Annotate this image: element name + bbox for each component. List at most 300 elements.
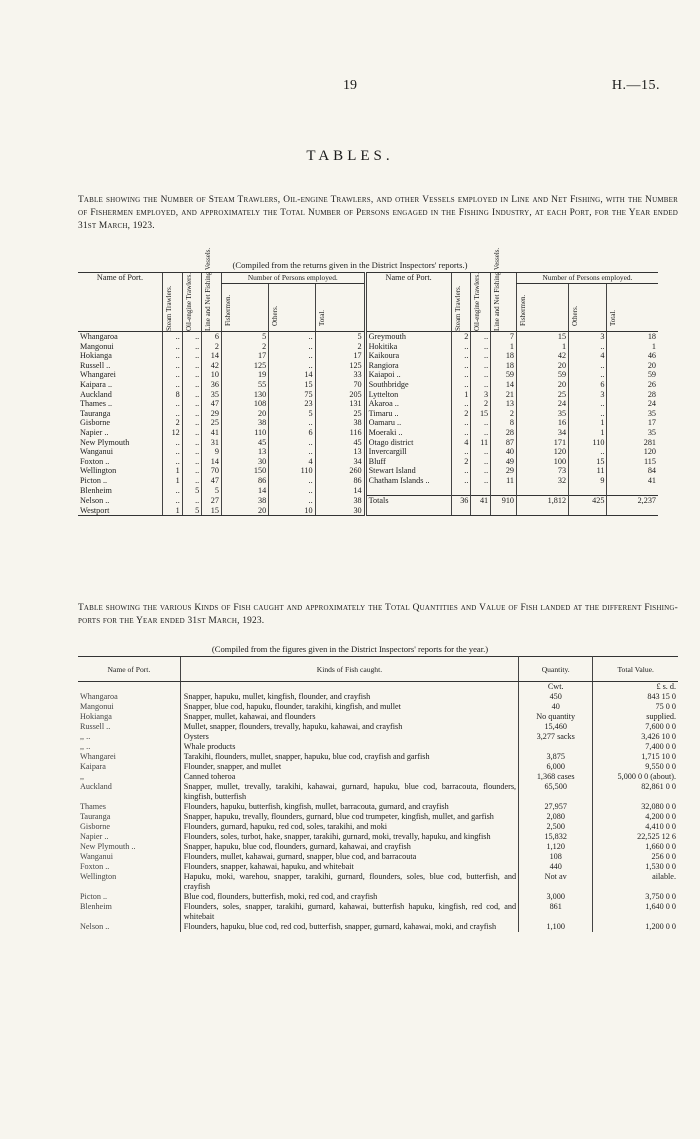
cell-line: 35 [202,390,222,400]
fish-kinds: Flounders, snapper, kahawai, hapuku, and whitebait [180,862,518,872]
cell-line: 21 [491,390,517,400]
cell-total: 25 [315,409,365,419]
cell-others: 3 [569,332,607,342]
fish-kinds: Canned toheroa [180,772,518,782]
quantity-cell: 27,957 [519,802,593,812]
cell-line: 18 [491,351,517,361]
cell-fish: 20 [517,361,569,371]
cell-line: 2 [202,342,222,352]
cell-steam: 2 [451,332,471,342]
cell-oil: .. [471,332,491,342]
fish-kinds: Snapper, hapuku, blue cod, flounders, gurnard, kahawai, and crayfish [180,842,518,852]
cell-fish: 13 [221,447,268,457]
quantity-cell: 3,277 sacks [519,732,593,742]
fish-kinds: Flounders, gurnard, hapuku, red cod, soles, tarakihi, and moki [180,822,518,832]
cell-fish: 59 [517,370,569,380]
col-fishermen: Fishermen. [223,294,232,327]
cell-steam: 1 [163,466,183,476]
value-cell: 5,000 0 0 (about). [617,772,676,781]
port-name [365,486,451,496]
cell-oil: .. [182,380,201,390]
cell-steam: .. [163,380,183,390]
cell-oil: .. [471,380,491,390]
cell-fish: 17 [221,351,268,361]
document-reference: H.—15. [611,78,660,93]
table-row [78,762,678,772]
quantity-cell: Not av [519,872,593,892]
value-cell: 9,550 0 0 [645,762,676,771]
cell-oil: .. [182,351,201,361]
quantity-cell: 2,080 [519,812,593,822]
cell-fish: 110 [221,428,268,438]
cell-total: 281 [607,438,658,448]
cell-others: 3 [569,390,607,400]
page-number: 19 [343,78,357,93]
cell-oil: 11 [471,438,491,448]
port-name: Akaroa .. [365,399,451,409]
cell-steam: .. [451,399,471,409]
port-name: Thames .. [80,399,113,409]
cell-oil: .. [182,466,201,476]
cell-line: 41 [202,428,222,438]
cell-fish: 45 [221,438,268,448]
cell-line: 36 [202,380,222,390]
cell-others: .. [569,370,607,380]
cell-others: .. [569,361,607,371]
port-name: Oamaru .. [365,418,451,428]
cell-oil: .. [471,351,491,361]
col-port-name: Name of Port. [78,657,180,682]
cell-steam: 12 [163,428,183,438]
table-row [78,418,658,428]
cell-total: 17 [315,351,365,361]
cell-fish: 20 [221,409,268,419]
table-row [78,476,658,486]
cell-steam: .. [451,428,471,438]
fish-kinds: Flounders, hapuku, butterfish, kingfish, mullet, barracouta, gurnard, and crayfish [180,802,518,812]
port-name: Wanganui [80,852,113,861]
cell-steam: .. [451,447,471,457]
cell-line: 29 [491,466,517,476]
port-name: ,, .. [80,742,91,751]
unit-cwt: Cwt. [519,682,593,693]
cell-fish: 130 [221,390,268,400]
cell-oil: .. [182,370,201,380]
cell-others: .. [269,342,315,352]
quantity-cell: 40 [519,702,593,712]
col-persons: Number of Persons employed. [221,273,365,284]
value-cell: 4,410 0 0 [645,822,676,831]
cell-total: 70 [315,380,365,390]
quantity-cell: 65,500 [519,782,593,802]
cell-line [491,486,517,496]
col-port: Name of Port. [78,273,163,332]
cell-others: 11 [569,466,607,476]
port-name: Lyttelton [365,390,451,400]
cell-fish: 108 [221,399,268,409]
cell-oil: .. [182,447,201,457]
value-cell: 1,640 0 0 [645,902,676,911]
cell-total: 260 [315,466,365,476]
value-cell: 32,080 0 0 [641,802,676,811]
col-persons-2: Number of Persons employed. [517,273,659,284]
value-cell: 1,660 0 0 [645,842,676,851]
port-name: Whangarei [80,752,116,761]
fish-kinds: Snapper, mullet, kahawai, and flounders [180,712,518,722]
port-name: Kaikoura [365,351,451,361]
value-cell: 1,200 0 0 [645,922,676,931]
value-cell: ailable. [652,872,676,881]
col-kinds: Kinds of Fish caught. [180,657,518,682]
cell-line: 11 [491,476,517,486]
port-name: ,, .. [80,732,91,741]
value-cell: 843 15 0 [647,692,676,701]
cell-fish: 125 [221,361,268,371]
table-row [78,506,658,516]
port-name: Auckland [80,389,112,399]
cell-others: 1 [569,418,607,428]
port-name: Picton .. [80,892,108,901]
cell-others: 6 [569,380,607,390]
table-row [78,702,678,712]
quantity-cell: 440 [519,862,593,872]
table-row [78,428,658,438]
cell-fish: 100 [517,457,569,467]
port-name: New Plymouth .. [80,842,136,851]
table-row [78,922,678,932]
port-name: Mangonui [80,702,114,711]
cell-fish: 5 [221,332,268,342]
table1-caption: Table showing the Number of Steam Trawlers, Oil-engine Trawlers, and other Vessels employed in Line and Net Fishing, with the Number of Fishermen employed, and approximately the Total Number of Persons engaged in the Fishing Industry, at each Port, for the Year ended 31st March, 1923. [78,195,678,231]
table-row [78,486,658,496]
cell-total: 84 [607,466,658,476]
port-name: Foxton .. [80,456,110,466]
cell-oil: .. [182,428,201,438]
port-name: Hokitika [365,342,451,352]
cell-others: .. [569,342,607,352]
table-row [78,852,678,862]
cell-others: 1 [569,428,607,438]
cell-oil: 5 [182,506,201,516]
cell-line: 59 [491,370,517,380]
table-row [78,712,678,722]
table-row [78,692,678,702]
cell-line: 2 [491,409,517,419]
cell-total: 35 [607,409,658,419]
cell-line: 1 [491,342,517,352]
port-name: Moeraki .. [365,428,451,438]
cell-total [607,486,658,496]
port-name: Rangiora [365,361,451,371]
cell-others: 425 [569,496,607,506]
port-name: Napier .. [80,832,109,841]
col-line-2: Line and Net Fishing Vessels. [493,247,502,331]
value-cell: 22,525 12 6 [637,832,676,841]
fish-kinds: Snapper, blue cod, hapuku, flounder, tarakihi, kingfish, and mullet [180,702,518,712]
port-name: Auckland [80,782,112,791]
port-name: Timaru .. [365,409,451,419]
port-name: Kaipara .. [80,379,113,389]
col-oil-2: Oil-engine Trawlers. [473,273,482,331]
fish-kinds: Flounders, mullet, kahawai, gurnard, snapper, blue cod, and barracouta [180,852,518,862]
table-row [78,466,658,476]
page-title: TABLES. [306,148,394,164]
cell-oil: .. [471,466,491,476]
cell-line: 29 [202,409,222,419]
table-row [78,782,678,802]
port-name: Totals [365,496,451,506]
cell-line: 8 [491,418,517,428]
cell-total: 38 [315,418,365,428]
cell-line: 9 [202,447,222,457]
cell-others: 110 [269,466,315,476]
cell-others: 75 [269,390,315,400]
quantity-cell: 6,000 [519,762,593,772]
cell-steam: .. [451,380,471,390]
quantity-cell: 3,875 [519,752,593,762]
cell-total: 131 [315,399,365,409]
cell-steam: 8 [163,390,183,400]
cell-others: 15 [569,457,607,467]
cell-others: 4 [569,351,607,361]
table-row [78,722,678,732]
quantity-cell [519,742,593,752]
cell-total: 2 [315,342,365,352]
port-name: Hokianga [80,712,112,721]
table-row [78,370,658,380]
cell-fish [517,486,569,496]
cell-others: 5 [269,409,315,419]
port-name: Whangaroa [80,332,118,341]
unit-money: £ s. d. [656,682,676,691]
cell-total: 86 [315,476,365,486]
cell-fish: 38 [221,496,268,506]
quantity-cell: 108 [519,852,593,862]
cell-oil: .. [182,342,201,352]
cell-steam: .. [451,476,471,486]
value-cell: 4,200 0 0 [645,812,676,821]
cell-steam: .. [163,409,183,419]
port-name: Blenheim [80,485,112,495]
port-name: Gisborne [80,418,111,428]
table-row [78,447,658,457]
cell-total: 14 [315,486,365,496]
cell-fish: 86 [221,476,268,486]
cell-steam: .. [163,361,183,371]
cell-fish: 32 [517,476,569,486]
col-total: Total. [317,310,326,327]
port-name: Russell .. [80,360,111,370]
col-steam: Steam Trawlers. [165,285,173,331]
quantity-cell: 15,832 [519,832,593,842]
port-name: Kaipara [80,762,106,771]
cell-line: 5 [202,486,222,496]
cell-steam [451,486,471,496]
cell-oil [471,486,491,496]
quantity-cell: No quantity [519,712,593,722]
cell-line: 28 [491,428,517,438]
cell-line: 14 [491,380,517,390]
table1-subcaption: (Compiled from the returns given in the District Inspectors' reports.) [232,260,468,270]
fish-kinds: Hapuku, moki, warehou, snapper, tarakihi, gurnard, flounders, soles, blue cod, butterfish, and crayfish [180,872,518,892]
fish-kinds: Flounders, soles, turbot, hake, snapper, tarakihi, gurnard, moki, trevally, hapuku, and kingfish [180,832,518,842]
port-name: Tauranga [80,812,111,821]
cell-total: 45 [315,438,365,448]
cell-total: 20 [607,361,658,371]
port-name: Hokianga [80,351,112,361]
cell-line: 31 [202,438,222,448]
port-name: Tauranga [80,408,111,418]
col-others: Others. [271,305,280,327]
cell-others: 4 [269,457,315,467]
table-row [78,390,658,400]
cell-fish: 120 [517,447,569,457]
cell-fish: 38 [221,418,268,428]
table-row [78,342,658,352]
fish-kinds: Snapper, hapuku, trevally, flounders, gurnard, blue cod trumpeter, kingfish, mullet, and garfish [180,812,518,822]
port-name: New Plymouth [80,437,130,447]
table-row [78,409,658,419]
cell-others: 110 [569,438,607,448]
port-name: Otago district [365,438,451,448]
table-row [78,380,658,390]
cell-line: 87 [491,438,517,448]
table-row [78,351,658,361]
table-row [78,772,678,782]
cell-others: .. [269,332,315,342]
cell-fish: 150 [221,466,268,476]
table-row [78,902,678,922]
port-name: Invercargill [365,447,451,457]
table-row [78,399,658,409]
cell-oil: .. [471,361,491,371]
cell-line: 18 [491,361,517,371]
table-row [78,892,678,902]
cell-line: 70 [202,466,222,476]
cell-steam: .. [163,486,183,496]
cell-oil: .. [182,496,201,506]
cell-oil: 5 [182,486,201,496]
cell-line: 42 [202,361,222,371]
cell-total: 205 [315,390,365,400]
cell-others: .. [569,409,607,419]
value-cell: 75 0 0 [655,702,676,711]
cell-fish: 25 [517,390,569,400]
cell-oil [471,506,491,516]
col-steam-2: Steam Trawlers. [453,285,462,331]
cell-fish: 55 [221,380,268,390]
col-line: Line and Net Fishing Vessels. [204,247,213,331]
fish-kinds: Blue cod, flounders, butterfish, moki, red cod, and crayfish [180,892,518,902]
cell-fish: 16 [517,418,569,428]
fish-kinds: Tarakihi, flounders, mullet, snapper, hapuku, blue cod, crayfish and garfish [180,752,518,762]
port-name: Wellington [80,466,117,476]
cell-total: 5 [315,332,365,342]
cell-total: 26 [607,380,658,390]
cell-fish: 14 [221,486,268,496]
value-cell: supplied. [646,712,676,721]
cell-total: 35 [607,428,658,438]
cell-others: 15 [269,380,315,390]
cell-total [607,506,658,516]
col-oil: Oil-engine Trawlers. [184,273,193,331]
cell-others: .. [269,486,315,496]
cell-fish: 35 [517,409,569,419]
cell-others [569,486,607,496]
cell-fish: 19 [221,370,268,380]
cell-total: 125 [315,361,365,371]
cell-fish: 2 [221,342,268,352]
cell-oil: 3 [471,390,491,400]
cell-line: 40 [491,447,517,457]
col-quantity: Quantity. [519,657,593,682]
cell-steam: .. [451,466,471,476]
port-name: Nelson .. [80,495,110,505]
fish-kinds: Flounders, hapuku, blue cod, red cod, butterfish, snapper, gurnard, kahawai, moki, and crayfish [180,922,518,932]
quantity-cell: 861 [519,902,593,922]
cell-steam: .. [163,447,183,457]
cell-others: 14 [269,370,315,380]
cell-steam: .. [163,332,183,342]
cell-fish [517,506,569,516]
port-name: Foxton .. [80,862,110,871]
cell-oil: .. [182,390,201,400]
port-name: Napier .. [80,427,109,437]
cell-fish: 73 [517,466,569,476]
cell-steam: .. [451,361,471,371]
value-cell: 7,600 0 0 [645,722,676,731]
table-row [78,832,678,842]
cell-steam: .. [163,457,183,467]
cell-oil: .. [182,476,201,486]
port-name: Thames [80,802,106,811]
port-name: Greymouth [365,332,451,342]
value-cell: 3,426 10 0 [641,732,676,741]
cell-steam: 1 [451,390,471,400]
cell-line: 910 [491,496,517,506]
cell-oil: .. [471,342,491,352]
cell-steam: .. [163,370,183,380]
cell-total: 46 [607,351,658,361]
port-name: Southbridge [365,380,451,390]
col-value: Total Value. [593,657,678,682]
cell-line: 25 [202,418,222,428]
cell-steam: .. [451,370,471,380]
cell-others: .. [569,399,607,409]
cell-fish: 42 [517,351,569,361]
cell-steam: 1 [163,506,183,516]
value-cell: 1,530 0 0 [645,862,676,871]
cell-oil: .. [182,457,201,467]
cell-oil: .. [182,361,201,371]
cell-oil: .. [182,409,201,419]
cell-total: 33 [315,370,365,380]
port-name: Russell .. [80,722,111,731]
port-name: Chatham Islands .. [365,476,451,486]
col-fishermen-2: Fishermen. [519,294,527,327]
cell-steam: .. [451,351,471,361]
cell-steam: .. [163,496,183,506]
port-name: Kaiapoi .. [365,370,451,380]
cell-others: .. [569,447,607,457]
cell-others: .. [269,447,315,457]
cell-steam: 2 [451,457,471,467]
cell-line: 6 [202,332,222,342]
cell-fish: 30 [221,457,268,467]
fish-kinds: Snapper, mullet, trevally, tarakihi, kahawai, gurnard, hapuku, blue cod, barracouta, flounders, kingfish, butterfish [180,782,518,802]
cell-steam: .. [451,418,471,428]
cell-others: .. [269,418,315,428]
